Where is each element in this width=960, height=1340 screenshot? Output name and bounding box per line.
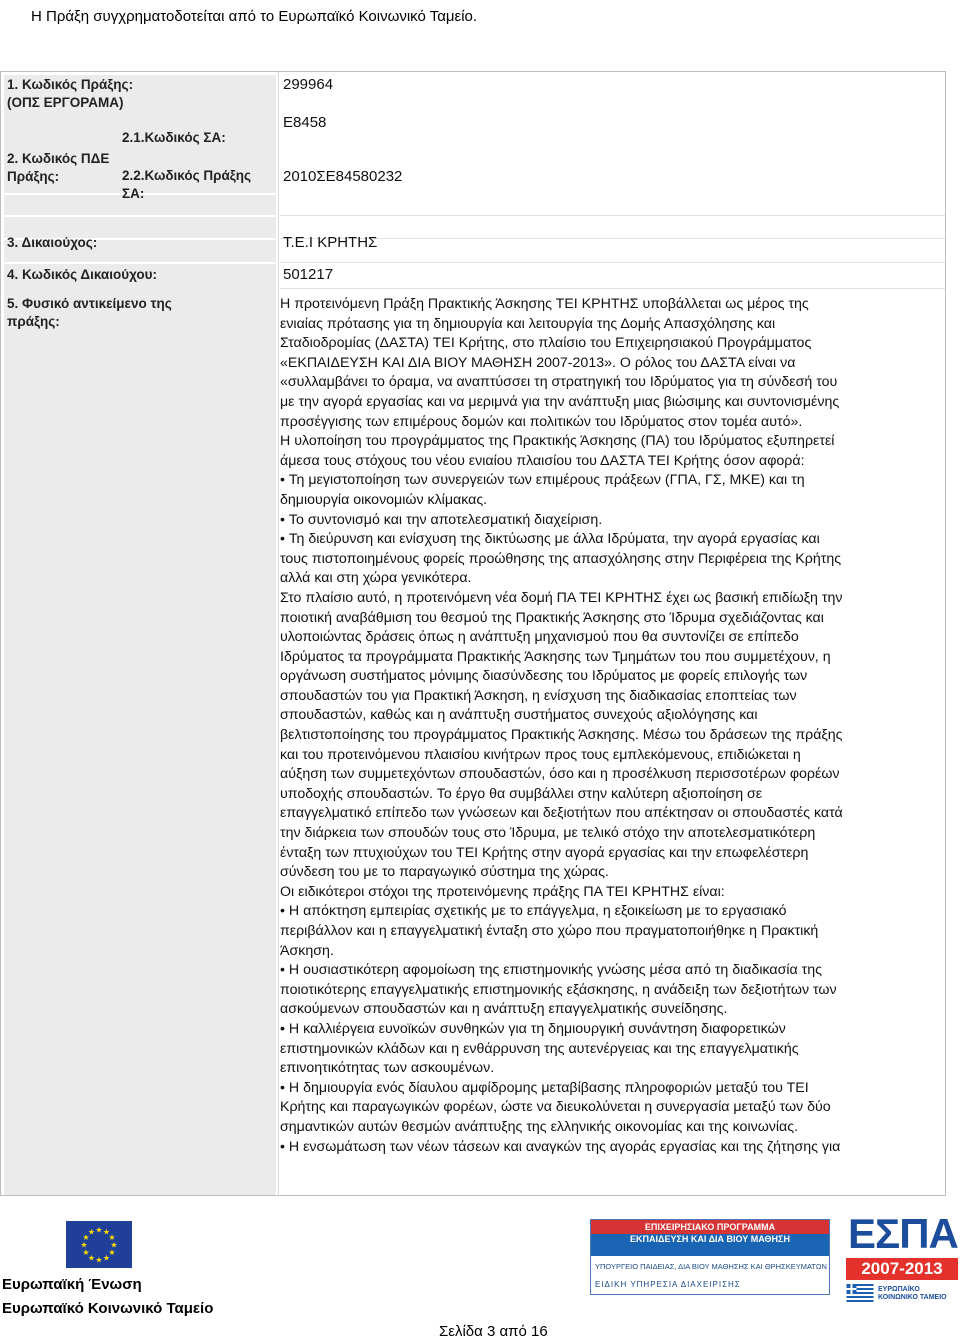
field-2-1-value: Ε8458 (283, 114, 327, 131)
bullet-line: • Η ενσωμάτωση των νέων τάσεων και αναγκών της αγοράς εργασίας και της ζήτησης για (280, 1138, 958, 1158)
text-line: υποδοχής σπουδαστών. Το έργο θα συμβάλλει στην καλύτερη αξιοποίηση σε (280, 785, 763, 802)
field-3-label: 3. Δικαιούχος: (7, 235, 98, 250)
field-5-description (280, 295, 958, 1157)
text-line: ασκούμενων σπουδαστών και η ανάπτυξη επαγγελματικής συνείδησης. (280, 1001, 728, 1018)
text-line: και του προτεινόμενου πλαισίου κινήτρων προς τους εμπλεκόμενους, επιδιώκεται η (280, 746, 801, 763)
text-line: με την αγορά εργασίας και να μεριμνά για την ανάπτυξη μιας βιώσιμης και συντονισμένης (280, 393, 840, 410)
text-line: σημαντικών αυτών θεσμών ανάπτυξης της ελληνικής οικονομίας και της κοινωνίας. (280, 1118, 798, 1135)
espa-word: ΕΣΠΑ (848, 1210, 958, 1257)
text-line: Σταδιοδρομίας (ΔΑΣΤΑ) ΤΕΙ Κρήτης, στο πλαίσιο του Επιχειρησιακού Προγράμματος (280, 335, 812, 352)
text-line: επαγγελματικό επίπεδο των γνώσεων και δεξιοτήτων που απέκτησαν οι σπουδαστές κατά (280, 805, 843, 822)
text-line: σπουδαστών, καθώς και η ανάπτυξη συστήματος συνεχούς αξιολόγησης και (280, 707, 758, 724)
espa-logo (840, 1212, 958, 1308)
eu-star-icon: ★ (87, 1253, 96, 1263)
cofunding-note: Η Πράξη συγχρηματοδοτείται από το Ευρωπαϊκό Κοινωνικό Ταμείο. (31, 8, 478, 25)
text-line: Κρήτης και παραγωγικών φορέων, ώστε να διευκολύνεται η συνεργασία μεταξύ των δύο (280, 1099, 831, 1116)
text-line: ποιοτικότερης επαγγελματικής επιστημονικής εξάσκησης, η ανάδειξη των δεξιοτήτων των (280, 981, 837, 998)
bullet-line: • Το συντονισμό και την αποτελεσματική διαχείριση. (280, 511, 958, 531)
eu-star-icon: ★ (80, 1240, 88, 1250)
text-line: προσέγγισης των επιμέρους δομών και πολιτικών του Ιδρύματος στον τομέα αυτό». (280, 413, 803, 430)
greek-flag-icon (846, 1284, 874, 1302)
text-line: υλοποιώντας δράσεις όπως η ανάπτυξη μηχανισμού που θα συντονίζει σε επίπεδο (280, 629, 799, 646)
program-logo (590, 1219, 830, 1295)
eu-star-icon: ★ (82, 1233, 90, 1242)
field-2-label: 2. Κωδικός ΠΔΕ Πράξης: (7, 151, 110, 184)
field-5-label: 5. Φυσικό αντικείμενο της πράξης: (7, 296, 172, 329)
text-line: ποιοτική αναβάθμιση του θεσμού της Πρακτικής Άσκησης στο Ίδρυμα σχεδιάζοντας και (280, 609, 824, 626)
field-3-value: Τ.Ε.Ι ΚΡΗΤΗΣ (283, 234, 378, 251)
text-line: ενιαίας πρότασης για τη δημιουργία και λειτουργία της Δομής Απασχόλησης και (280, 315, 776, 332)
bullet-line: • Η απόκτηση εμπειρίας σχετικής με το επάγγελμα, η εξοικείωση με το εργασιακό (280, 902, 958, 922)
eu-title: Ευρωπαϊκή Ένωση (2, 1276, 142, 1293)
eu-star-icon: ★ (82, 1248, 90, 1257)
text-line: «συλλαμβάνει το όραμα, να αναπτύσσει τη στρατηγική του Ιδρύματος για τη σύνδεσή του (280, 374, 838, 391)
bullet-line: • Τη διεύρυνση και ενίσχυση της δικτύωσης με άλλα Ιδρύματα, την αγορά εργασίας και (280, 530, 958, 550)
eu-fund-name: Ευρωπαϊκό Κοινωνικό Ταμείο (2, 1300, 214, 1317)
text-line: σύνδεση του με το παραγωγικό σύστημα της χώρας. (280, 864, 609, 881)
field-4-label: 4. Κωδικός Δικαιούχου: (7, 267, 157, 282)
text-line: Στο πλαίσιο αυτό, η προτεινόμενη νέα δομή ΠΑ ΤΕΙ ΚΡΗΤΗΣ έχει ως βασική επιδίωξη την (280, 589, 843, 606)
text-line: Ιδρύματος τα προγράμματα Πρακτικής Άσκησης των Τμημάτων του που συμμετέχουν, η (280, 648, 831, 665)
text-line: «ΕΚΠΑΙΔΕΥΣΗ ΚΑΙ ΔΙΑ ΒΙΟΥ ΜΑΘΗΣΗ 2007-2013». Ο ρόλος του ΔΑΣΤΑ είναι να (280, 354, 796, 371)
text-line: Η υλοποίηση του προγράμματος της Πρακτικής Άσκησης (ΠΑ) του Ιδρύματος εξυπηρετεί (280, 433, 835, 450)
text-line: την διάρκεια των σπουδών τους στο Ίδρυμα, με τελικό στόχο την αποτελεσματικότερη (280, 825, 816, 842)
field-1-label: 1. Κωδικός Πράξης: (ΟΠΣ ΕΡΓΟΡΑΜΑ) (7, 77, 134, 110)
text-line: αλλά και στη χώρα γενικότερα. (280, 570, 472, 587)
eu-star-icon: ★ (95, 1255, 103, 1265)
eu-star-icon: ★ (110, 1240, 118, 1250)
text-line: δημιουργία οικονομιών κλίμακας. (280, 491, 488, 508)
eu-star-icon: ★ (95, 1225, 103, 1235)
bullet-line: • Η ουσιαστικότερη αφομοίωση της επιστημονικής γνώσης μέσα από τη διαδικασία της (280, 961, 958, 981)
text-line: άμεσα τους στόχους του νέου ενιαίου πλαισίου του ΔΑΣΤΑ ΤΕΙ Κρήτης όσον αφορά: (280, 452, 805, 469)
eu-star-icon: ★ (108, 1233, 116, 1242)
bullet-line: • Η δημιουργία ενός δίαυλου αμφίδρομης μεταβίβασης πληροφοριών μεταξύ του ΤΕΙ (280, 1079, 958, 1099)
eu-star-icon: ★ (87, 1227, 96, 1237)
text-line: επινοητικότητας των ασκουμένων. (280, 1060, 495, 1077)
program-service: ΕΙΔΙΚΗ ΥΠΗΡΕΣΙΑ ΔΙΑΧΕΙΡΙΣΗΣ (595, 1280, 741, 1289)
text-line: επιστημονικών κλάδων και η ενθάρρυνση της αυτενέργειας και της επαγγελματικής (280, 1040, 799, 1057)
eu-star-icon: ★ (102, 1227, 111, 1237)
espa-tag: ΕΥΡΩΠΑΪΚΟ ΚΟΙΝΩΝΙΚΟ ΤΑΜΕΙΟ (878, 1286, 947, 1301)
text-line: οργάνωση συστήματος μόνιμης διασύνδεσης του Ιδρύματος με φορείς επιλογής των (280, 668, 808, 685)
text-line: Η προτεινόμενη Πράξη Πρακτικής Άσκησης ΤΕΙ ΚΡΗΤΗΣ υποβάλλεται ως μέρος της (280, 296, 809, 312)
field-2-2-value: 2010ΣΕ84580232 (283, 168, 403, 185)
program-band-title: ΕΠΙΧΕΙΡΗΣΙΑΚΟ ΠΡΟΓΡΑΜΜΑ (591, 1220, 829, 1234)
text-line: περιβάλλον και η επαγγελματική ένταξη στο χώρο που πραγματοποιήθηκε η Πρακτική (280, 923, 819, 939)
eu-star-icon: ★ (102, 1253, 111, 1263)
field-4-value: 501217 (283, 266, 334, 283)
text-line: τους πιστοποιημένους φορείς προώθησης της απασχόλησης στην Περιφέρεια της Κρήτης (280, 550, 842, 567)
eu-star-icon: ★ (108, 1248, 116, 1257)
bullet-line: • Τη μεγιστοποίηση των συνεργειών των επιμέρους πράξεων (ΓΠΑ, ΓΣ, ΜΚΕ) και τη (280, 471, 958, 491)
text-line: Οι ειδικότεροι στόχοι της προτεινόμενης πράξης ΠΑ ΤΕΙ ΚΡΗΤΗΣ είναι: (280, 883, 725, 900)
text-line: σπουδαστών του για Πρακτική Άσκηση, η ενίσχυση της διαδικασίας εποπτείας των (280, 687, 797, 704)
espa-years: 2007-2013 (846, 1258, 958, 1280)
field-2-1-label: 2.1.Κωδικός ΣΑ: (122, 130, 226, 145)
field-1-value: 299964 (283, 76, 334, 93)
text-line: βελτιστοποίησης του προγράμματος Πρακτικής Άσκησης. Μέσω του δράσεων της πράξης (280, 727, 843, 744)
text-line: αύξηση των συμμετεχόντων σπουδαστών, όσο και η προσέλκυση περισσοτέρων φορέων (280, 766, 840, 783)
program-ministry: ΥΠΟΥΡΓΕΙΟ ΠΑΙΔΕΙΑΣ, ΔΙΑ ΒΙΟΥ ΜΑΘΗΣΗΣ ΚΑΙ ΘΡΗΣΚΕΥΜΑΤΩΝ (595, 1262, 827, 1271)
program-band-name: ΕΚΠΑΙΔΕΥΣΗ ΚΑΙ ΔΙΑ ΒΙΟΥ ΜΑΘΗΣΗ (591, 1234, 829, 1256)
page-number: Σελίδα 3 από 16 (439, 1323, 548, 1340)
text-line: ένταξη των πτυχιούχων του ΤΕΙ Κρήτης στην αγορά εργασίας και την επωφελέστερη (280, 844, 809, 861)
text-line: Άσκηση. (280, 942, 334, 959)
bullet-line: • Η καλλιέργεια ευνοϊκών συνθηκών για τη δημιουργική συνάντηση διαφορετικών (280, 1020, 958, 1040)
eu-stars-icon (66, 1221, 132, 1268)
field-2-2-label: 2.2.Κωδικός Πράξης ΣΑ: (122, 168, 252, 201)
eu-flag-logo (66, 1221, 132, 1268)
